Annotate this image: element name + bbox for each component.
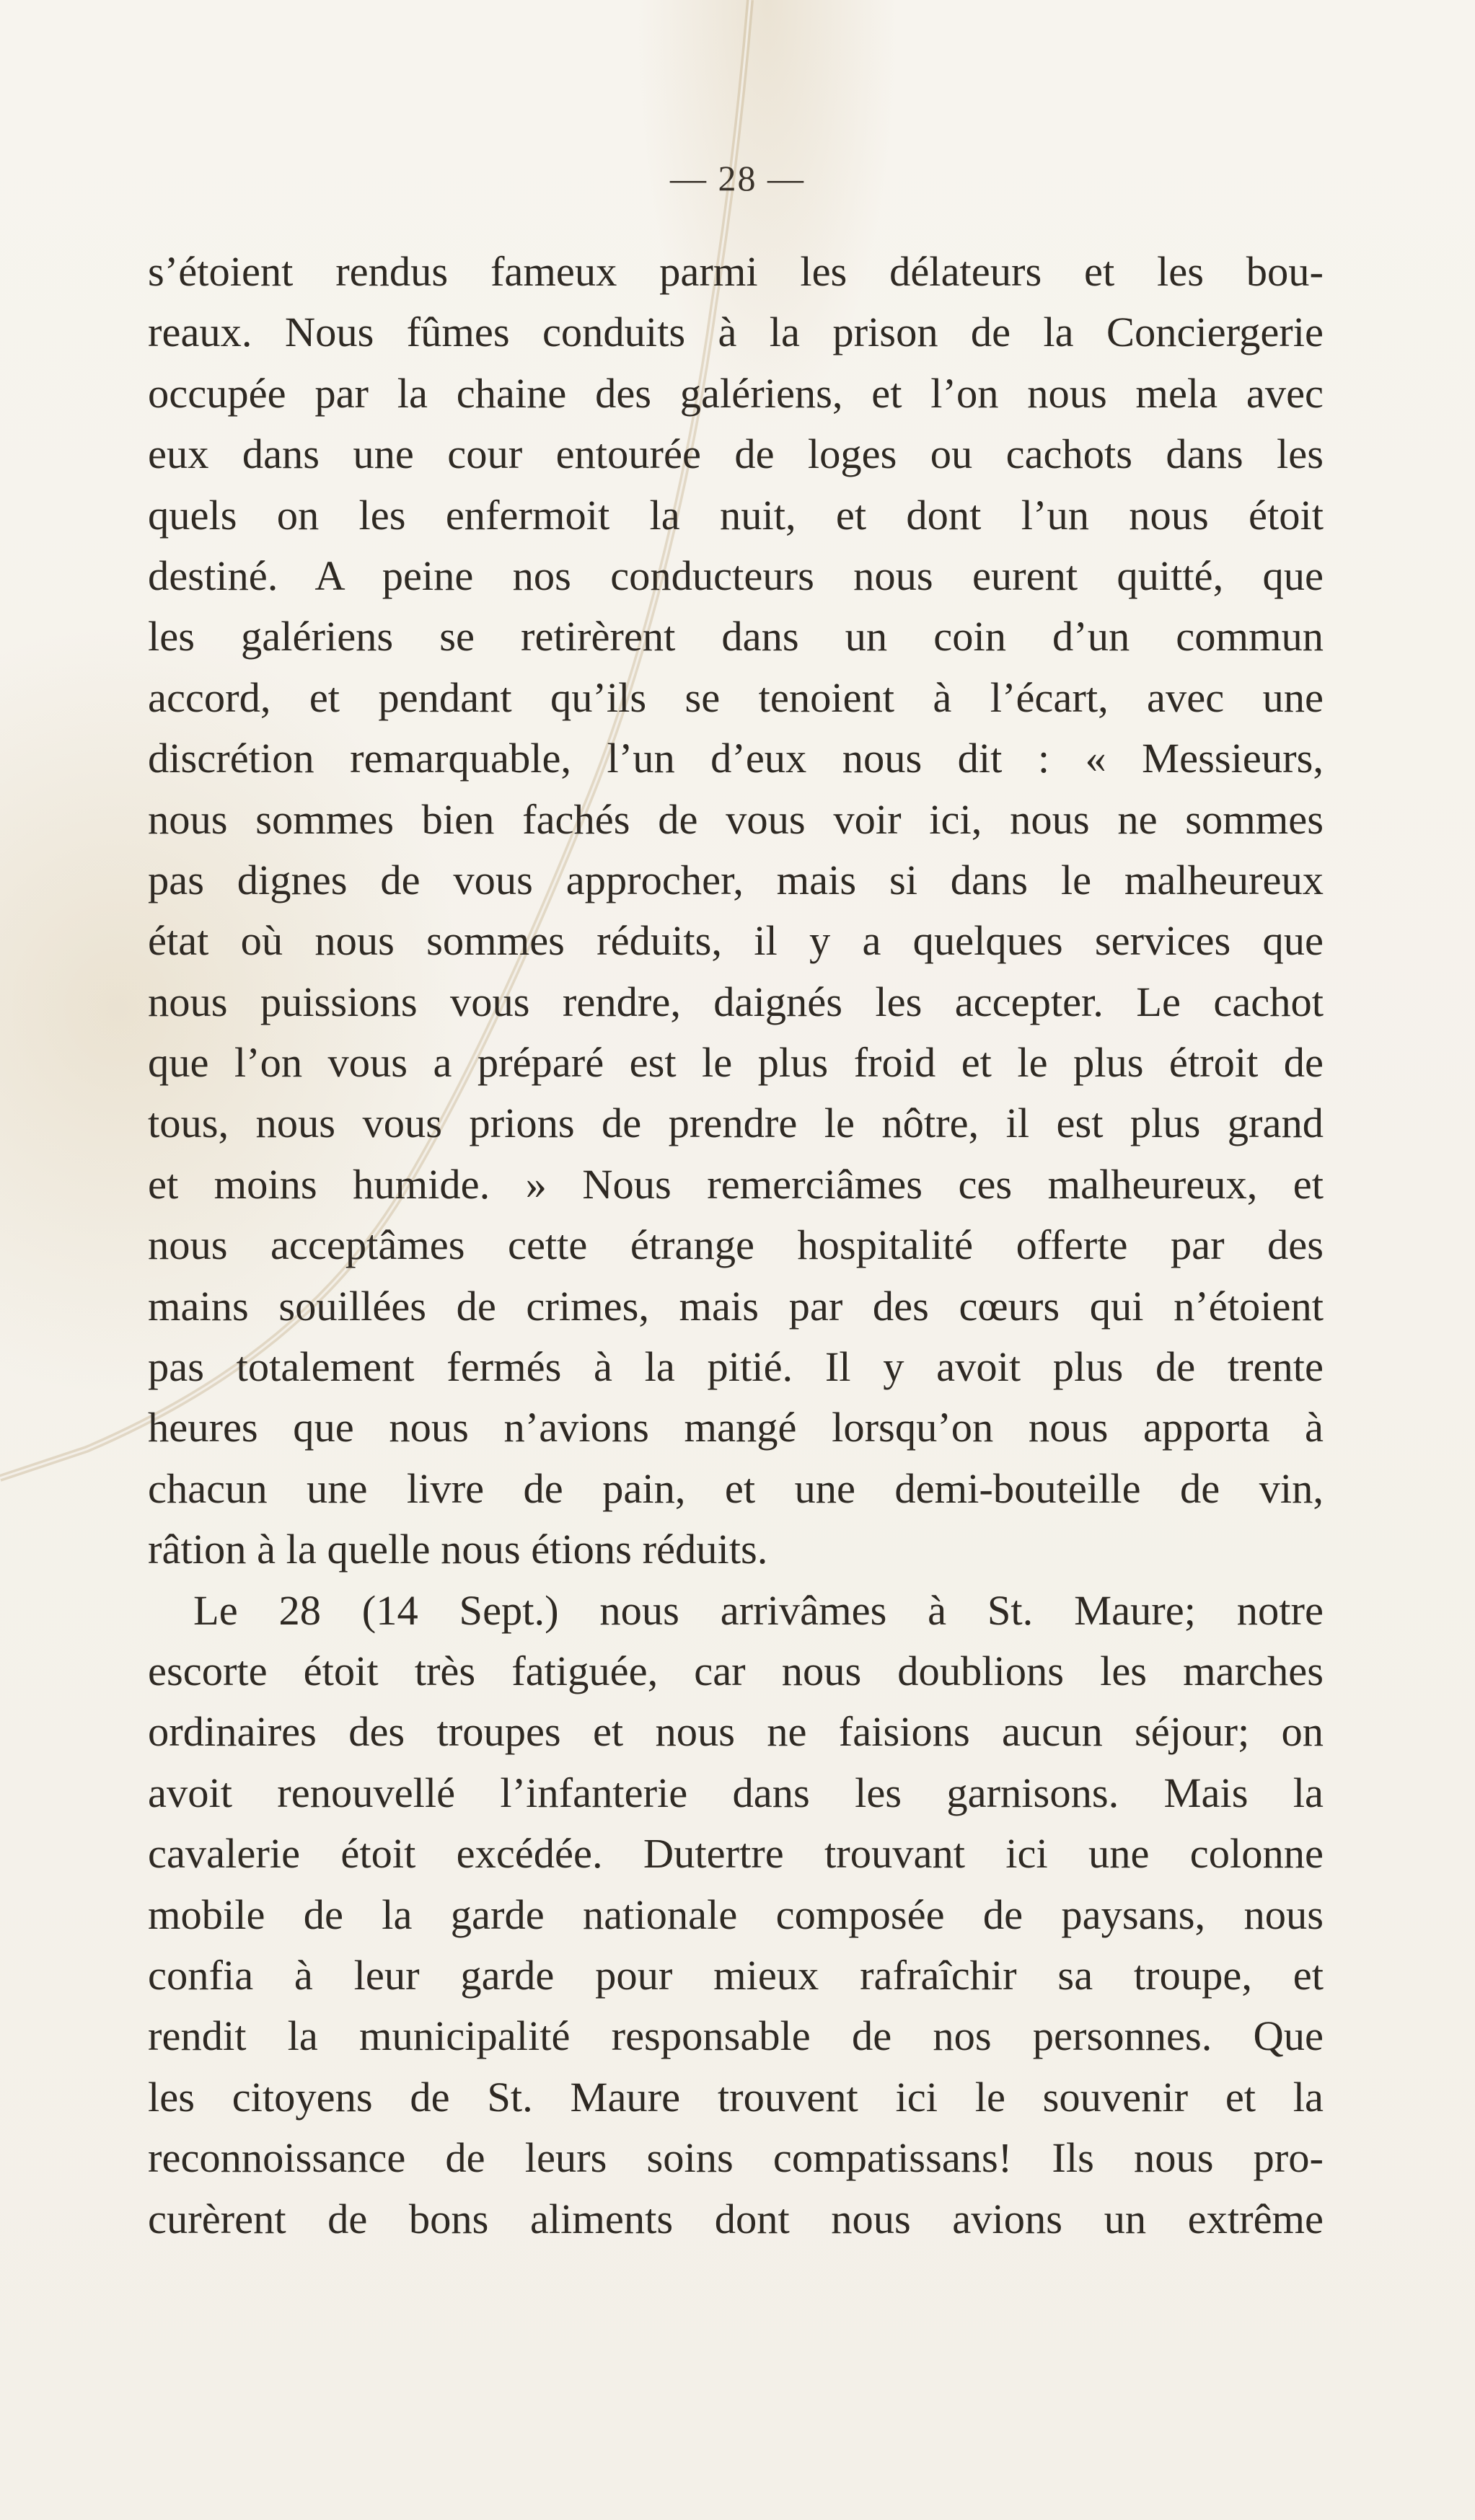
- text-line: rendit la municipalité responsable de nos personnes. Que: [148, 2012, 1324, 2060]
- text-line: occupée par la chaine des galériens, et l’on nous mela avec: [148, 369, 1324, 417]
- text-line: eux dans une cour entourée de loges ou cachots dans les: [148, 430, 1324, 478]
- text-line: cavalerie étoit excédée. Dutertre trouvant ici une colonne: [148, 1830, 1324, 1878]
- text-line: Le 28 (14 Sept.) nous arrivâmes à St. Maure; notre: [193, 1586, 1324, 1634]
- text-line: discrétion remarquable, l’un d’eux nous dit : « Messieurs,: [148, 735, 1324, 782]
- text-line: curèrent de bons aliments dont nous avions un extrême: [148, 2195, 1324, 2242]
- text-line: reconnoissance de leurs soins compatissans! Ils nous pro-: [148, 2134, 1324, 2182]
- text-line: les citoyens de St. Maure trouvent ici le souvenir et la: [148, 2073, 1324, 2121]
- text-line: et moins humide. » Nous remerciâmes ces malheureux, et: [148, 1160, 1324, 1208]
- text-line: avoit renouvellé l’infanterie dans les garnisons. Mais la: [148, 1769, 1324, 1816]
- text-line: s’étoient rendus fameux parmi les délateurs et les bou-: [148, 248, 1324, 295]
- page-number: — 28 —: [670, 158, 805, 198]
- text-line: confia à leur garde pour mieux rafraîchir sa troupe, et: [148, 1951, 1324, 1999]
- text-line: pas dignes de vous approcher, mais si dans le malheureux: [148, 856, 1324, 903]
- text-line: que l’on vous a préparé est le plus froid et le plus étroit de: [148, 1039, 1324, 1087]
- text-line: reaux. Nous fûmes conduits à la prison de la Conciergerie: [148, 309, 1324, 356]
- text-line: pas totalement fermés à la pitié. Il y avoit plus de trente: [148, 1343, 1324, 1391]
- body-text: [148, 242, 1324, 2250]
- text-line: nous sommes bien fachés de vous voir ici, nous ne sommes: [148, 795, 1324, 843]
- text-line: accord, et pendant qu’ils se tenoient à l’écart, avec une: [148, 673, 1324, 721]
- text-line: destiné. A peine nos conducteurs nous eurent quitté, que: [148, 552, 1324, 599]
- text-line: tous, nous vous prions de prendre le nôtre, il est plus grand: [148, 1100, 1324, 1147]
- text-line: escorte étoit très fatiguée, car nous doublions les marches: [148, 1647, 1324, 1694]
- text-line: les galériens se retirèrent dans un coin d’un commun: [148, 613, 1324, 660]
- text-line: nous acceptâmes cette étrange hospitalité offerte par des: [148, 1221, 1324, 1269]
- text-line: quels on les enfermoit la nuit, et dont l’un nous étoit: [148, 491, 1324, 539]
- text-line: chacun une livre de pain, et une demi-bouteille de vin,: [148, 1464, 1324, 1512]
- text-line: nous puissions vous rendre, daignés les accepter. Le cachot: [148, 978, 1324, 1025]
- text-line: ordinaires des troupes et nous ne faisions aucun séjour; on: [148, 1708, 1324, 1756]
- text-line: heures que nous n’avions mangé lorsqu’on nous apporta à: [148, 1404, 1324, 1451]
- text-line: état où nous sommes réduits, il y a quelques services que: [148, 917, 1324, 965]
- text-line: mobile de la garde nationale composée de paysans, nous: [148, 1891, 1324, 1938]
- text-line: râtion à la quelle nous étions réduits.: [148, 1526, 768, 1573]
- text-line: mains souillées de crimes, mais par des cœurs qui n’étoient: [148, 1282, 1324, 1330]
